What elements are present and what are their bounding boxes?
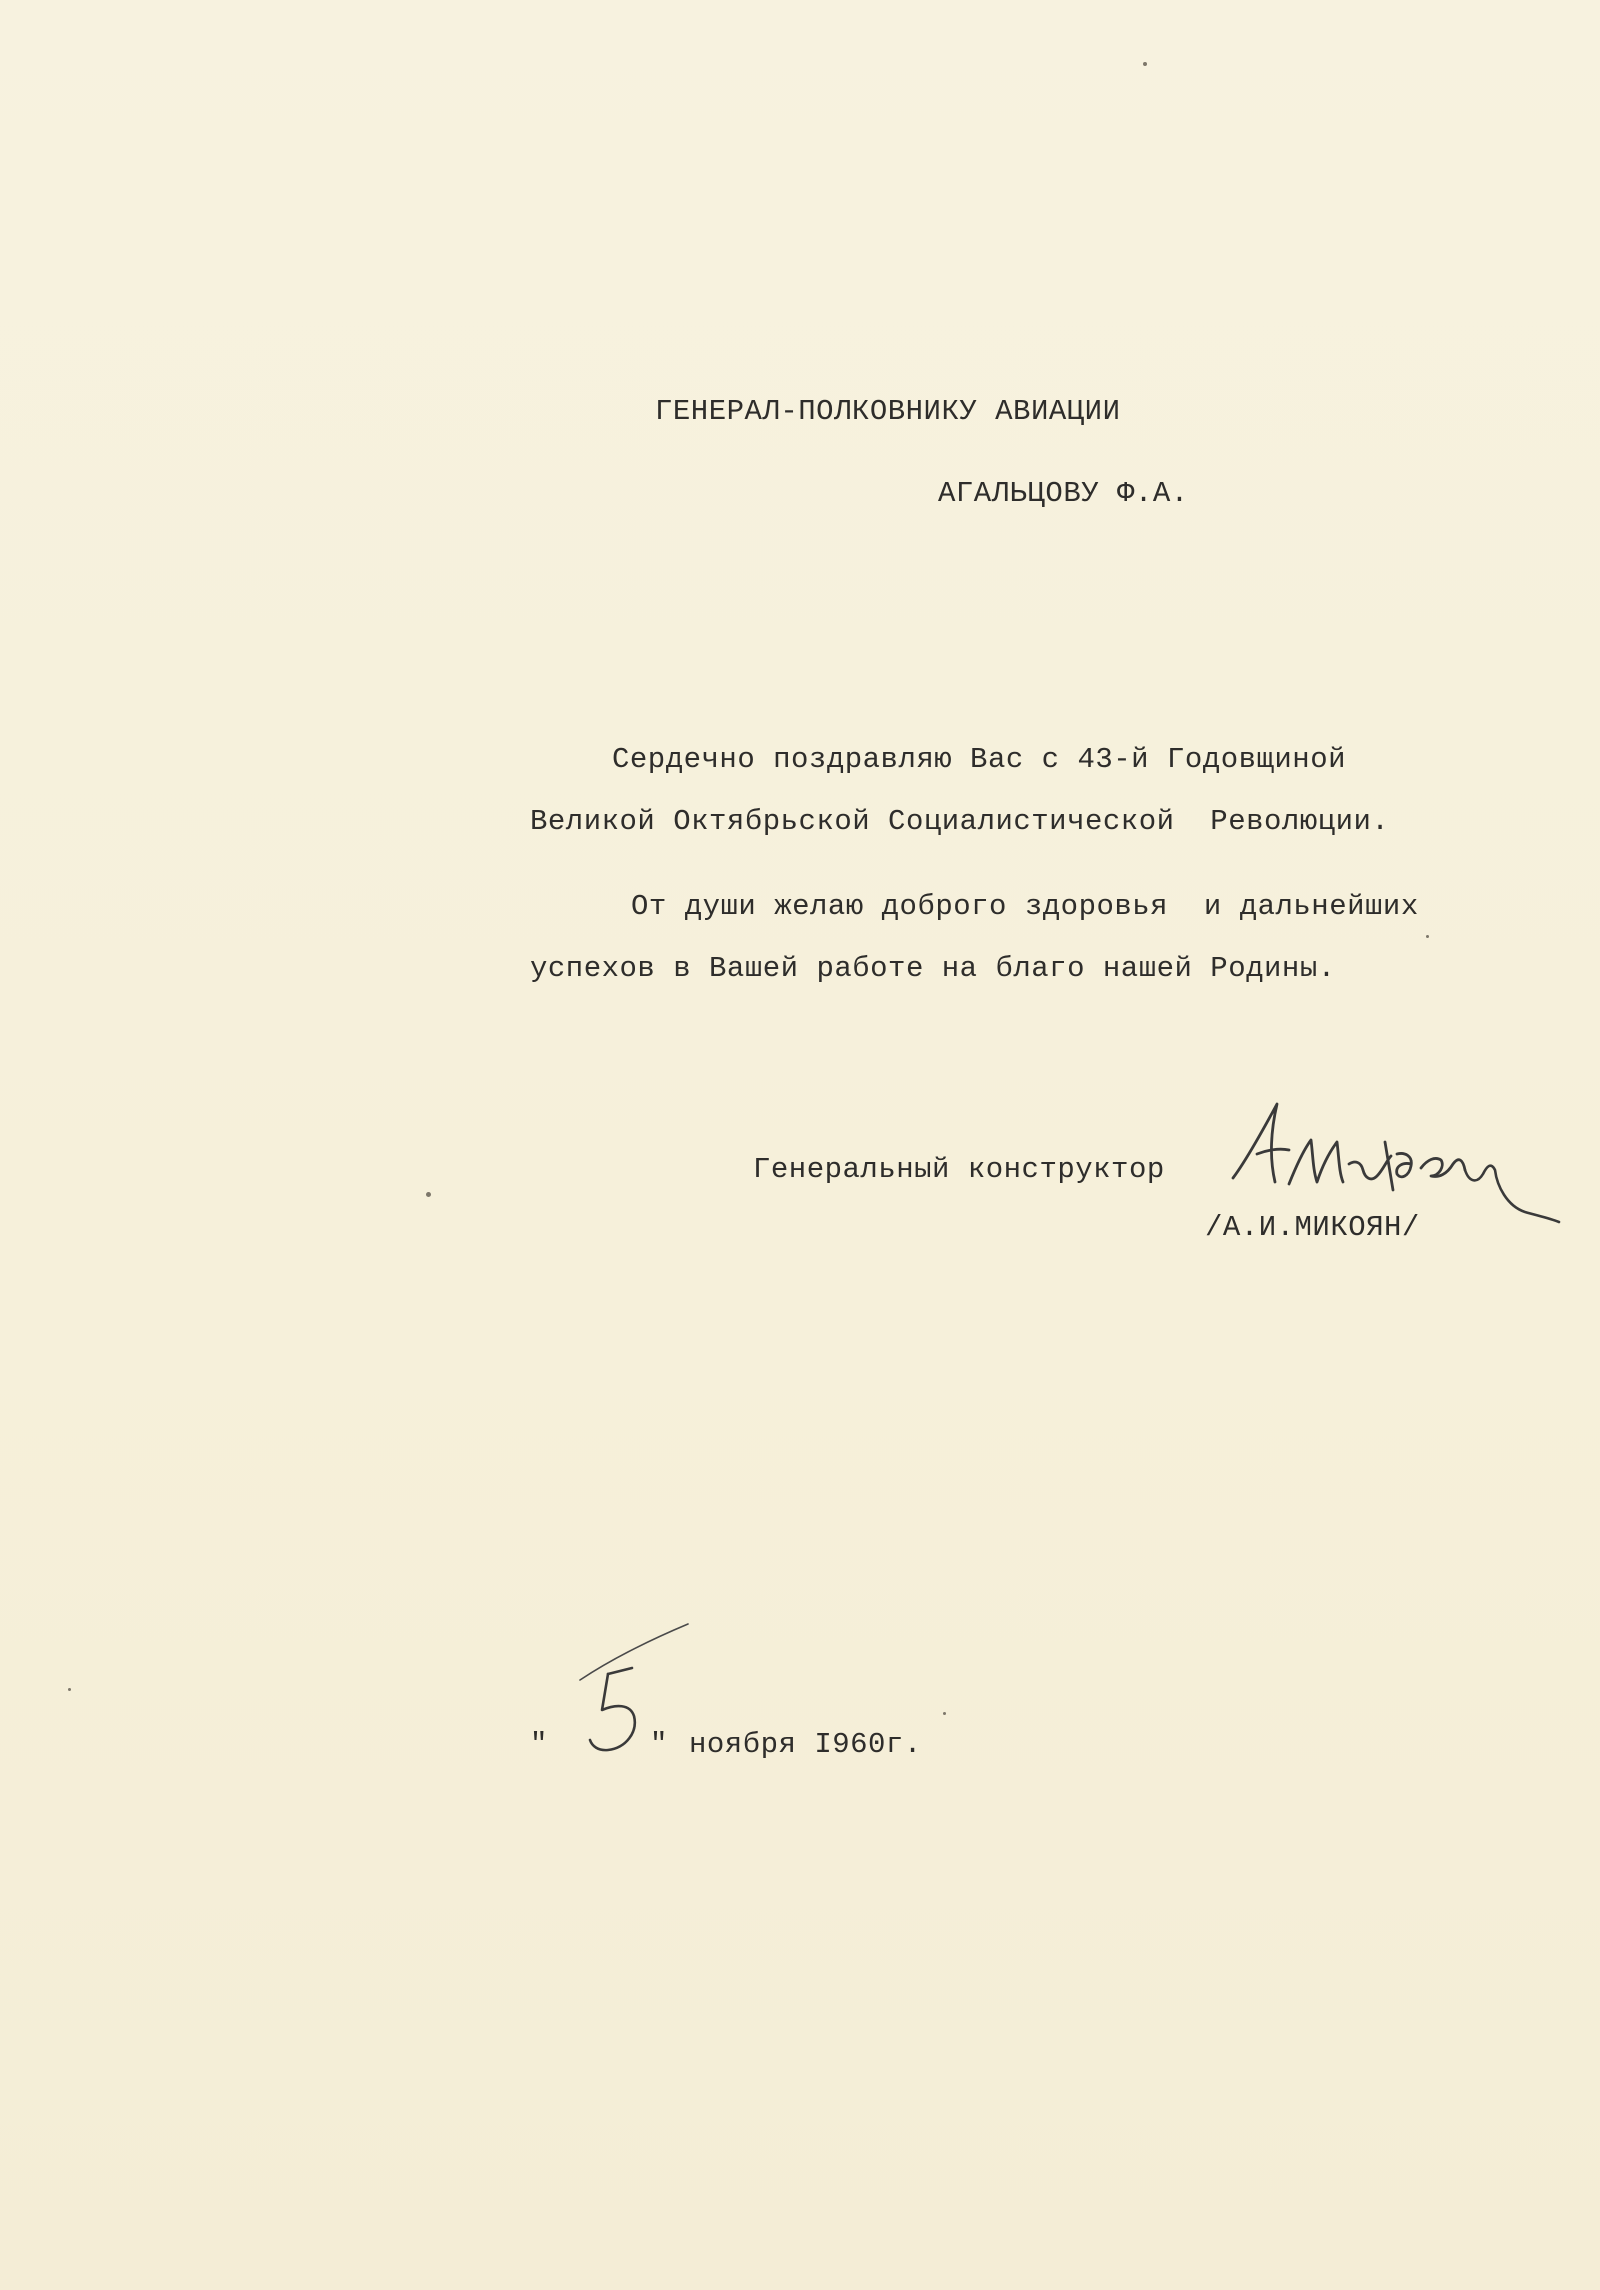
paper-speck (68, 1688, 71, 1691)
wishes-line-2: успехов в Вашей работе на благо нашей Родины. (530, 952, 1336, 985)
date-open-quote: " (530, 1728, 548, 1761)
date-close-quote: " (650, 1728, 668, 1761)
addressee-title: ГЕНЕРАЛ-ПОЛКОВНИКУ АВИАЦИИ (655, 395, 1121, 428)
wishes-line-1: От души желаю доброго здоровья и дальнейших (631, 890, 1419, 923)
greeting-line-2: Великой Октябрьской Социалистической Революции. (530, 805, 1390, 838)
greeting-line-1: Сердечно поздравляю Вас с 43-й Годовщиной (612, 743, 1347, 776)
paper-speck (943, 1712, 946, 1715)
signer-name: /А.И.МИКОЯН/ (1205, 1211, 1420, 1244)
handwritten-day (560, 1610, 690, 1760)
paper-speck (1143, 62, 1147, 66)
addressee-name: АГАЛЬЦОВУ Ф.А. (938, 477, 1189, 510)
handwritten-signature (1225, 1090, 1565, 1230)
paper-speck (1426, 935, 1429, 938)
date-month-year: ноября I960г. (689, 1728, 922, 1761)
signer-position: Генеральный конструктор (753, 1153, 1165, 1186)
paper-speck (426, 1192, 431, 1197)
